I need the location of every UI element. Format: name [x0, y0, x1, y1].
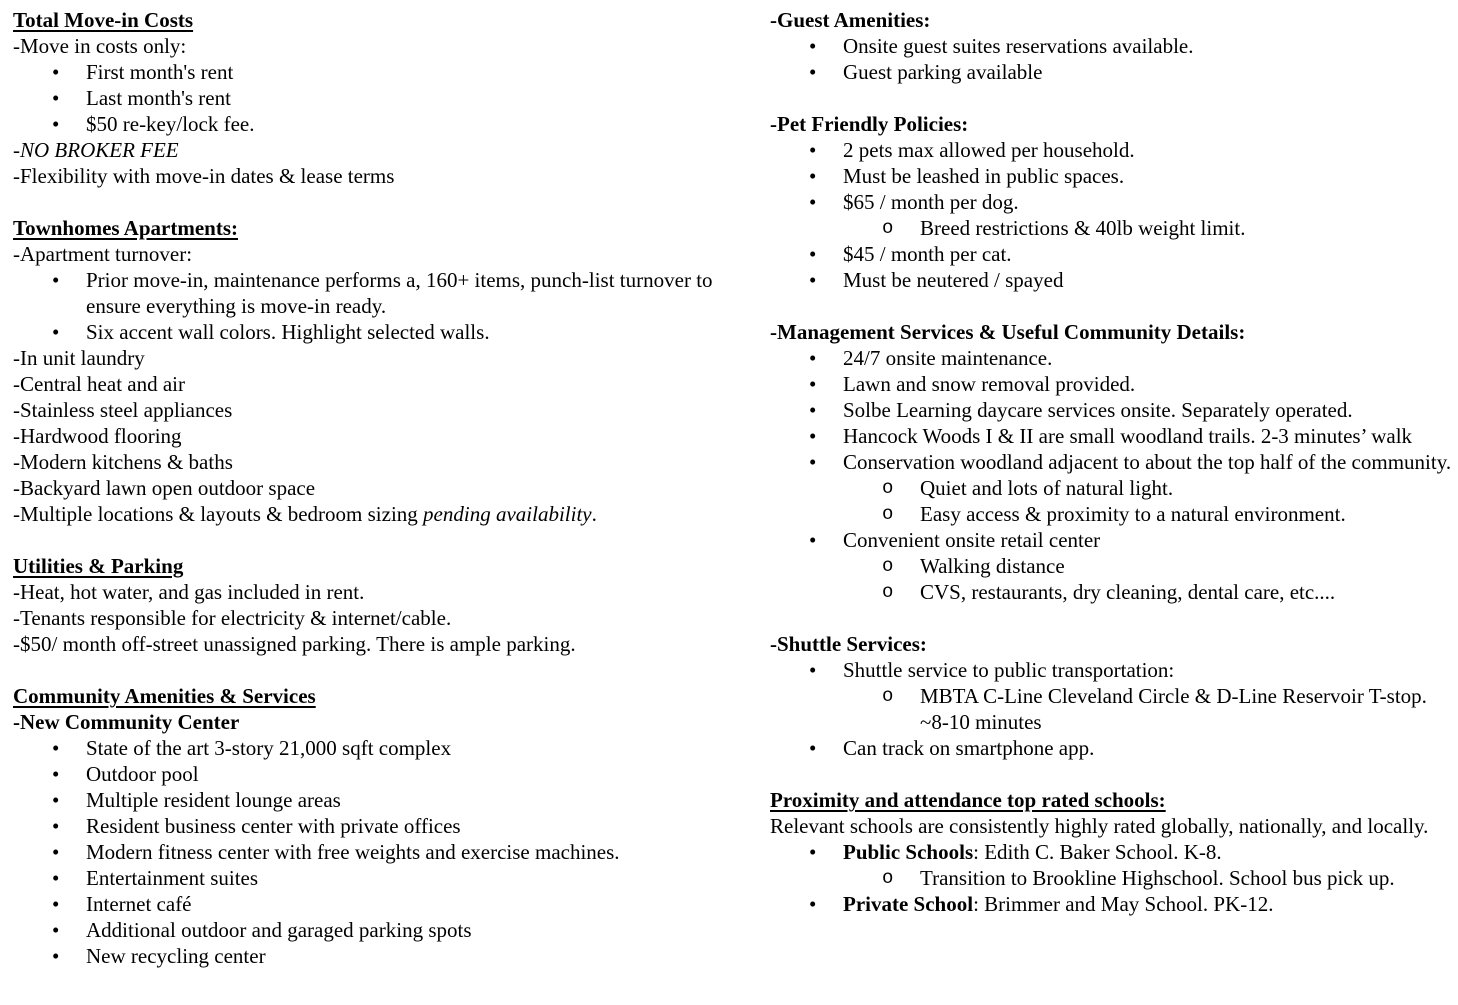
bullet-text: [86, 762, 199, 786]
bullet-text: [86, 788, 341, 812]
disc-bullet-marker: •: [809, 840, 817, 864]
text-run: Must be neutered / spayed: [843, 268, 1064, 292]
text-run: Breed restrictions & 40lb weight limit.: [920, 216, 1246, 240]
text-run: $45 / month per cat.: [843, 242, 1012, 266]
text-run: : Brimmer and May School. PK-12.: [973, 892, 1274, 916]
text-line: [13, 397, 713, 423]
text-run: -Guest Amenities:: [770, 8, 931, 32]
disc-bullet-marker: •: [809, 424, 817, 448]
text-run: Conservation woodland adjacent to about the top half of the community.: [843, 450, 1452, 474]
text-run: Lawn and snow removal provided.: [843, 372, 1136, 396]
text-run: Utilities & Parking: [13, 554, 184, 578]
text-run: : Edith C. Baker School. K-8.: [973, 840, 1222, 864]
disc-bullet-marker: •: [52, 736, 60, 760]
text-line: [13, 137, 713, 163]
disc-bullet-marker: •: [809, 372, 817, 396]
text-run: -New Community Center: [13, 710, 240, 734]
text-run: Solbe Learning daycare services onsite. Separately operated.: [843, 398, 1353, 422]
text-run: $65 / month per dog.: [843, 190, 1019, 214]
bullet-text: [920, 580, 1335, 604]
spacer: [770, 761, 1458, 787]
text-run: Multiple resident lounge areas: [86, 788, 341, 812]
bullet-text: [920, 554, 1065, 578]
bullet-text: [86, 892, 192, 916]
bullet-item: [770, 163, 1458, 189]
text-line: [13, 475, 713, 501]
bullet-text: [843, 658, 1174, 682]
text-run: Can track on smartphone app.: [843, 736, 1095, 760]
text-run: Walking distance: [920, 554, 1065, 578]
disc-bullet-marker: •: [809, 450, 817, 474]
sub-bullet-item: [770, 501, 1458, 527]
bullet-text: [843, 164, 1124, 188]
bullet-item: [770, 423, 1458, 449]
text-run: Last month's rent: [86, 86, 231, 110]
sub-bullet-item: [770, 683, 1458, 735]
bullet-text: [86, 268, 713, 318]
bullet-text: [843, 424, 1412, 448]
text-run: Resident business center with private offices: [86, 814, 461, 838]
text-run: Must be leashed in public spaces.: [843, 164, 1125, 188]
bullet-text: [843, 840, 1222, 864]
text-run: pending availability: [423, 502, 592, 526]
disc-bullet-marker: •: [809, 528, 817, 552]
section-heading: [770, 319, 1458, 345]
bullet-text: [86, 918, 472, 942]
section-heading: [13, 683, 713, 709]
disc-bullet-marker: •: [52, 762, 60, 786]
bullet-text: [86, 86, 231, 110]
text-run: Transition to Brookline Highschool. School bus pick up.: [920, 866, 1395, 890]
disc-bullet-marker: •: [809, 398, 817, 422]
spacer: [13, 657, 713, 683]
bullet-text: [920, 866, 1395, 890]
bullet-item: [13, 865, 713, 891]
text-line: [13, 345, 713, 371]
bullet-text: [843, 528, 1100, 552]
text-run: -Management Services & Useful Community Details:: [770, 320, 1246, 344]
text-run: Convenient onsite retail center: [843, 528, 1101, 552]
text-run: MBTA C-Line Cleveland Circle & D-Line Reservoir T-stop. ~8-10 minutes: [920, 684, 1427, 734]
bullet-item: [770, 189, 1458, 215]
circle-bullet-marker: o: [882, 477, 894, 499]
bullet-text: [843, 398, 1353, 422]
text-run: Guest parking available: [843, 60, 1043, 84]
text-run: -Apartment turnover:: [13, 242, 193, 266]
bullet-item: [770, 735, 1458, 761]
disc-bullet-marker: •: [809, 164, 817, 188]
bullet-item: [770, 345, 1458, 371]
text-run: -Central heat and air: [13, 372, 185, 396]
bullet-item: [13, 319, 713, 345]
text-run: Easy access & proximity to a natural environment.: [920, 502, 1346, 526]
bullet-item: [13, 111, 713, 137]
text-run: .: [591, 502, 597, 526]
text-run: Six accent wall colors. Highlight selected walls.: [86, 320, 490, 344]
text-run: Entertainment suites: [86, 866, 259, 890]
bullet-text: [843, 736, 1094, 760]
text-run: -Pet Friendly Policies:: [770, 112, 969, 136]
text-run: Private School: [843, 892, 974, 916]
text-run: Hancock Woods I & II are small woodland trails. 2-3 minutes’ walk: [843, 424, 1413, 448]
bullet-text: [843, 346, 1052, 370]
circle-bullet-marker: o: [882, 867, 894, 889]
spacer: [13, 189, 713, 215]
bullet-item: [13, 839, 713, 865]
circle-bullet-marker: o: [882, 581, 894, 603]
bullet-text: [86, 944, 266, 968]
text-line: [13, 449, 713, 475]
bullet-item: [770, 449, 1458, 475]
text-run: -In unit laundry: [13, 346, 145, 370]
disc-bullet-marker: •: [52, 814, 60, 838]
text-run: -Shuttle Services:: [770, 632, 927, 656]
spacer: [770, 605, 1458, 631]
disc-bullet-marker: •: [809, 268, 817, 292]
text-line: [13, 163, 713, 189]
bullet-item: [770, 527, 1458, 553]
bullet-text: [920, 476, 1173, 500]
bullet-item: [13, 59, 713, 85]
text-line: [13, 241, 713, 267]
text-run: -Move in costs only:: [13, 34, 187, 58]
sub-bullet-item: [770, 553, 1458, 579]
disc-bullet-marker: •: [809, 190, 817, 214]
bullet-text: [86, 866, 258, 890]
text-run: Quiet and lots of natural light.: [920, 476, 1174, 500]
bullet-text: [843, 60, 1042, 84]
text-line: [13, 33, 713, 59]
bullet-item: [13, 85, 713, 111]
text-run: Proximity and attendance top rated schools:: [770, 788, 1166, 812]
bullet-text: [843, 242, 1012, 266]
bullet-item: [770, 137, 1458, 163]
text-line: [13, 579, 713, 605]
circle-bullet-marker: o: [882, 503, 894, 525]
section-heading: [770, 631, 1458, 657]
bullet-item: [770, 267, 1458, 293]
disc-bullet-marker: •: [809, 60, 817, 84]
disc-bullet-marker: •: [809, 346, 817, 370]
bullet-item: [13, 787, 713, 813]
text-run: New recycling center: [86, 944, 266, 968]
spacer: [770, 293, 1458, 319]
text-run: -Backyard lawn open outdoor space: [13, 476, 316, 500]
bullet-item: [13, 761, 713, 787]
text-run: Public Schools: [843, 840, 974, 864]
bullet-text: [843, 190, 1019, 214]
bullet-text: [843, 450, 1451, 474]
bullet-item: [13, 891, 713, 917]
disc-bullet-marker: •: [52, 60, 60, 84]
text-run: -Flexibility with move-in dates & lease terms: [13, 164, 395, 188]
bullet-text: [86, 840, 620, 864]
bullet-item: [770, 891, 1458, 917]
disc-bullet-marker: •: [809, 736, 817, 760]
text-run: Relevant schools are consistently highly rated globally, nationally, and locally.: [770, 814, 1429, 838]
disc-bullet-marker: •: [52, 944, 60, 968]
bullet-item: [770, 657, 1458, 683]
disc-bullet-marker: •: [809, 658, 817, 682]
section-heading: [770, 787, 1458, 813]
bullet-text: [843, 372, 1135, 396]
bullet-item: [13, 267, 713, 319]
text-line: [13, 605, 713, 631]
sub-bullet-item: [770, 865, 1458, 891]
sub-bullet-item: [770, 475, 1458, 501]
bullet-text: [86, 60, 233, 84]
section-heading: [13, 709, 713, 735]
bullet-item: [13, 917, 713, 943]
text-run: First month's rent: [86, 60, 234, 84]
circle-bullet-marker: o: [882, 217, 894, 239]
disc-bullet-marker: •: [809, 242, 817, 266]
text-run: -Multiple locations & layouts & bedroom sizing: [13, 502, 424, 526]
circle-bullet-marker: o: [882, 685, 894, 707]
sub-bullet-item: [770, 579, 1458, 605]
text-run: $50 re-key/lock fee.: [86, 112, 255, 136]
text-run: State of the art 3-story 21,000 sqft complex: [86, 736, 452, 760]
text-run: -Hardwood flooring: [13, 424, 182, 448]
disc-bullet-marker: •: [52, 918, 60, 942]
text-run: 2 pets max allowed per household.: [843, 138, 1135, 162]
bullet-text: [920, 502, 1346, 526]
bullet-item: [770, 839, 1458, 865]
text-run: -Modern kitchens & baths: [13, 450, 233, 474]
disc-bullet-marker: •: [52, 320, 60, 344]
bullet-item: [13, 813, 713, 839]
text-run: Modern fitness center with free weights and exercise machines.: [86, 840, 620, 864]
text-line: [13, 501, 713, 527]
bullet-text: [843, 34, 1194, 58]
disc-bullet-marker: •: [52, 892, 60, 916]
text-run: -NO BROKER FEE: [13, 138, 179, 162]
spacer: [770, 85, 1458, 111]
disc-bullet-marker: •: [809, 138, 817, 162]
disc-bullet-marker: •: [52, 86, 60, 110]
text-run: 24/7 onsite maintenance.: [843, 346, 1053, 370]
section-heading: [770, 7, 1458, 33]
bullet-text: [843, 268, 1063, 292]
bullet-text: [86, 112, 255, 136]
text-line: [13, 631, 713, 657]
text-run: -$50/ month off-street unassigned parking. There is ample parking.: [13, 632, 576, 656]
text-run: Community Amenities & Services: [13, 684, 316, 708]
text-line: [770, 813, 1458, 839]
disc-bullet-marker: •: [52, 788, 60, 812]
bullet-item: [13, 735, 713, 761]
bullet-item: [770, 59, 1458, 85]
disc-bullet-marker: •: [52, 840, 60, 864]
disc-bullet-marker: •: [809, 892, 817, 916]
disc-bullet-marker: •: [52, 112, 60, 136]
text-run: Townhomes Apartments:: [13, 216, 238, 240]
text-line: [13, 423, 713, 449]
spacer: [13, 527, 713, 553]
text-run: Internet café: [86, 892, 192, 916]
text-run: Additional outdoor and garaged parking spots: [86, 918, 472, 942]
bullet-item: [770, 397, 1458, 423]
bullet-item: [770, 371, 1458, 397]
bullet-text: [86, 320, 490, 344]
text-run: -Stainless steel appliances: [13, 398, 233, 422]
sub-bullet-item: [770, 215, 1458, 241]
text-line: [13, 371, 713, 397]
left-column: [13, 7, 713, 969]
section-heading: [770, 111, 1458, 137]
bullet-item: [770, 33, 1458, 59]
text-run: Total Move-in Costs: [13, 8, 194, 32]
bullet-text: [86, 814, 461, 838]
bullet-text: [86, 736, 451, 760]
circle-bullet-marker: o: [882, 555, 894, 577]
text-run: -Tenants responsible for electricity & internet/cable.: [13, 606, 452, 630]
disc-bullet-marker: •: [809, 34, 817, 58]
text-run: CVS, restaurants, dry cleaning, dental care, etc....: [920, 580, 1336, 604]
text-run: Shuttle service to public transportation:: [843, 658, 1175, 682]
bullet-item: [13, 943, 713, 969]
section-heading: [13, 553, 713, 579]
text-run: Outdoor pool: [86, 762, 199, 786]
text-run: Onsite guest suites reservations available.: [843, 34, 1194, 58]
right-column: [770, 7, 1458, 917]
section-heading: [13, 7, 713, 33]
disc-bullet-marker: •: [52, 268, 60, 292]
text-run: -Heat, hot water, and gas included in rent.: [13, 580, 365, 604]
bullet-text: [843, 892, 1273, 916]
bullet-text: [843, 138, 1135, 162]
bullet-text: [920, 684, 1427, 734]
text-run: Prior move-in, maintenance performs a, 160+ items, punch-list turnover to ensure everything is move-in ready.: [86, 268, 713, 318]
bullet-item: [770, 241, 1458, 267]
section-heading: [13, 215, 713, 241]
bullet-text: [920, 216, 1245, 240]
disc-bullet-marker: •: [52, 866, 60, 890]
